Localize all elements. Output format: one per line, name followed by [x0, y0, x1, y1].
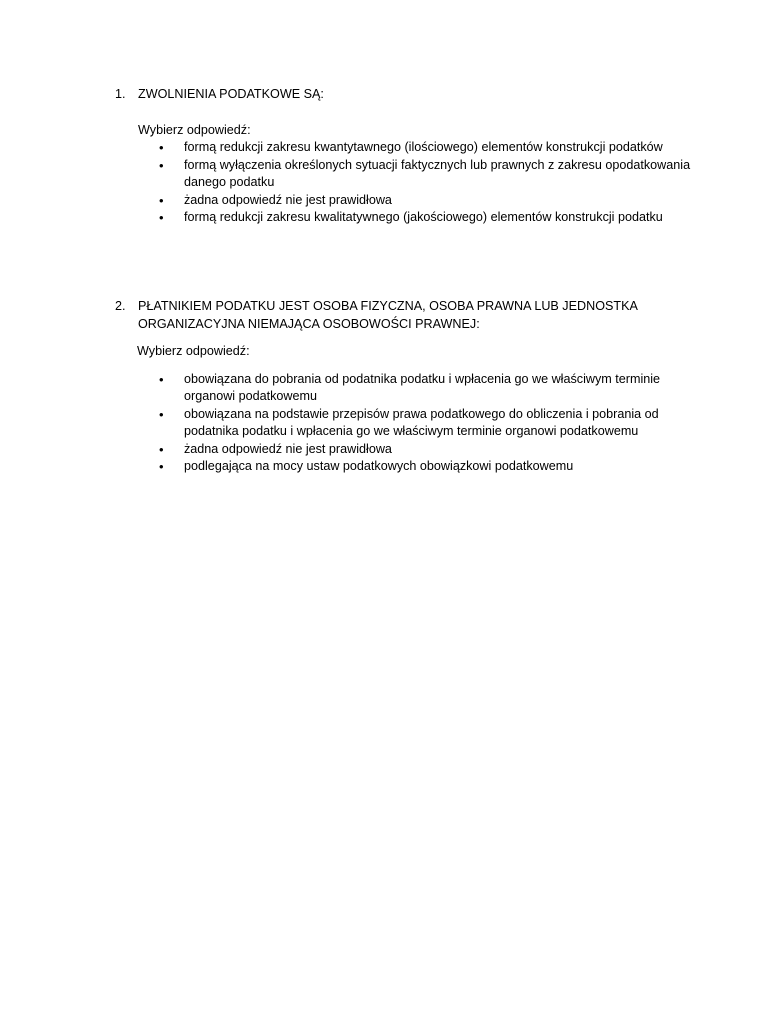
answer-prompt: Wybierz odpowiedź:: [138, 122, 251, 137]
question-text: ZWOLNIENIA PODATKOWE SĄ:: [138, 87, 324, 101]
answer-option: [115, 371, 695, 406]
bullet-icon: •: [159, 157, 164, 173]
question-2: [115, 298, 695, 476]
question-text: PŁATNIKIEM PODATKU JEST OSOBA FIZYCZNA, OSOBA PRAWNA LUB JEDNOSTKA ORGANIZACYJNA NIEMAJĄCA OSOBOWOŚCI PRAWNEJ:: [138, 299, 638, 331]
bullet-icon: •: [159, 441, 164, 457]
question-number: 2.: [115, 299, 126, 313]
answer-option: [115, 441, 695, 459]
question-heading: [115, 298, 695, 333]
bullet-icon: •: [159, 459, 164, 474]
answer-options-list: [115, 139, 695, 227]
answer-option-text: podlegająca na mocy ustaw podatkowych obowiązkowi podatkowemu: [184, 459, 574, 473]
answer-option-text: formą wyłączenia określonych sytuacji faktycznych lub prawnych z zakresu opodatkowania danego podatku: [184, 157, 691, 189]
bullet-icon: •: [159, 210, 164, 225]
bullet-icon: •: [159, 406, 164, 422]
answer-option: [115, 157, 695, 192]
answer-option-text: żadna odpowiedź nie jest prawidłowa: [184, 441, 392, 456]
question-heading: [115, 86, 695, 104]
question-number: 1.: [115, 87, 126, 101]
answer-option: [115, 192, 695, 210]
answer-prompt: Wybierz odpowiedź:: [137, 344, 250, 358]
answer-option-text: formą redukcji zakresu kwalitatywnego (jakościowego) elementów konstrukcji podatku: [184, 210, 663, 224]
question-1: [115, 86, 695, 227]
answer-option: [115, 209, 695, 227]
answer-option-text: żadna odpowiedź nie jest prawidłowa: [184, 192, 392, 207]
answer-option: [115, 406, 695, 441]
bullet-icon: •: [159, 371, 164, 387]
bullet-icon: •: [159, 192, 164, 208]
answer-option-text: obowiązana na podstawie przepisów prawa podatkowego do obliczenia i pobrania od podatnika podatku i wpłacenia go we właściwym terminie organowi podatkowemu: [184, 406, 659, 438]
bullet-icon: •: [159, 140, 164, 155]
answer-options-list: [115, 371, 695, 476]
answer-option-text: formą redukcji zakresu kwantytawnego (ilościowego) elementów konstrukcji podatków: [184, 140, 663, 154]
answer-option: [115, 458, 695, 476]
answer-option-text: obowiązana do pobrania od podatnika podatku i wpłacenia go we właściwym terminie organowi podatkowemu: [184, 371, 661, 403]
answer-option: [115, 139, 695, 157]
